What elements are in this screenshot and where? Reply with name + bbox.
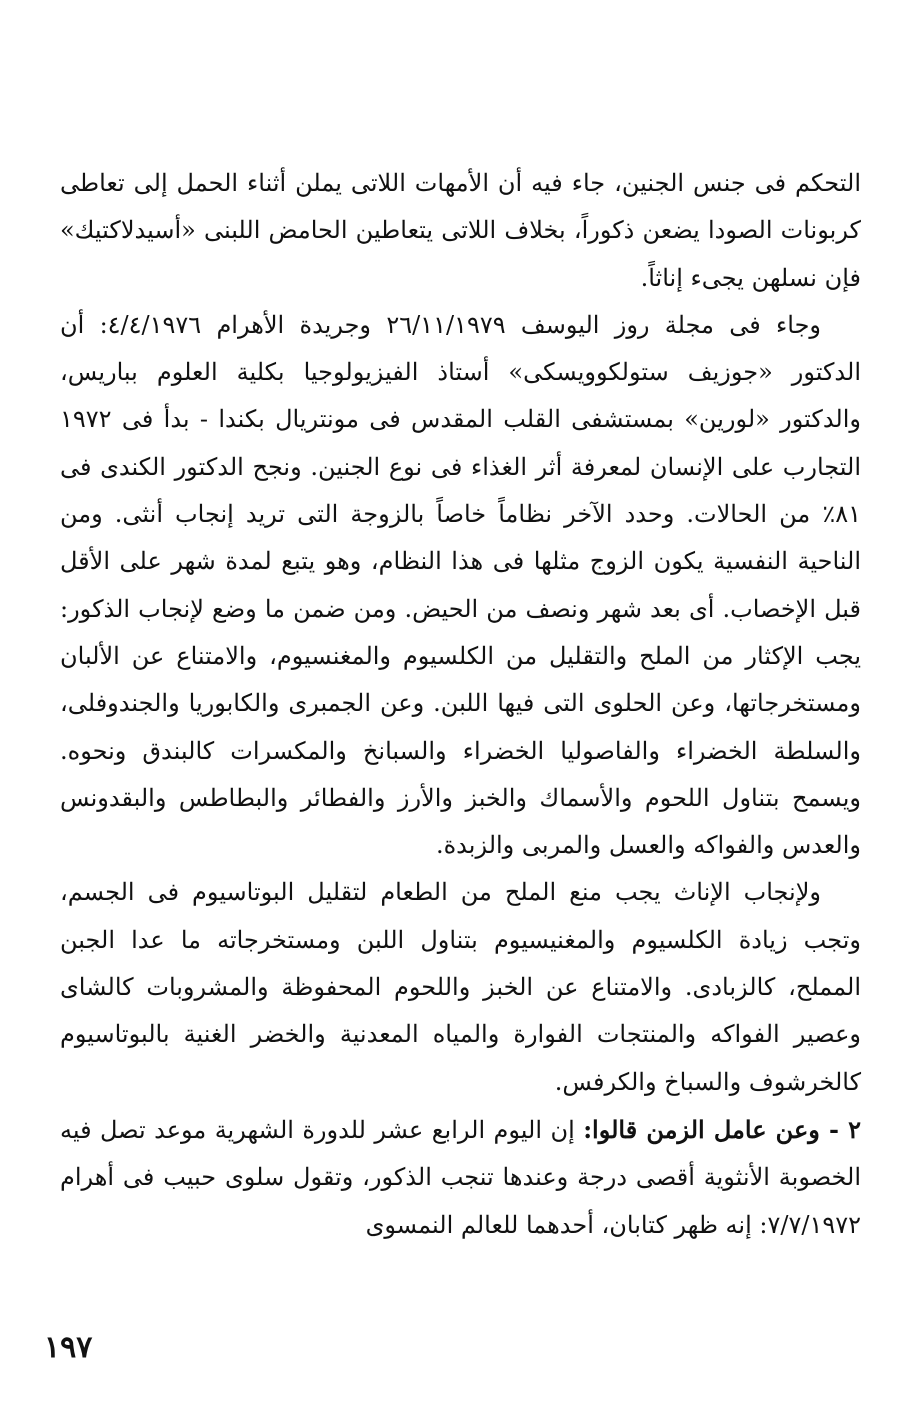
section-lead: ٢ - وعن عامل الزمن قالوا: bbox=[583, 1114, 862, 1144]
paragraph-4-body: إن اليوم الرابع عشر للدورة الشهرية موعد تصل فيه الخصوبة الأنثوية أقصى درجة وعندها تنجب الذكور، وتقول سلوى حبيب فى أهرام ٧/٧/١٩٧٢: إنه ظهر كتابان، أحدهما للعالم النمسوى bbox=[60, 1115, 861, 1239]
paragraph-2: وجاء فى مجلة روز اليوسف ٢٦/١١/١٩٧٩ وجريدة الأهرام ٤/٤/١٩٧٦: أن الدكتور «جوزيف ستولكوويسكى» أستاذ الفيزيولوجيا بكلية العلوم بباريس، والدكتور «لورين» بمستشفى القلب المقدس فى مونتريال بكندا - بدأ فى ١٩٧٢ التجارب على الإنسان لمعرفة أثر الغذاء فى نوع الجنين. ونجح الدكتور الكندى فى ٨١٪ من الحالات. وحدد الآخر نظاماً خاصاً بالزوجة التى تريد إنجاب أنثى. ومن الناحية النفسية يكون الزوج مثلها فى هذا النظام، وهو يتبع لمدة شهر على الأقل قبل الإخصاب. أى بعد شهر ونصف من الحيض. ومن ضمن ما وضع لإنجاب الذكور: يجب الإكثار من الملح والتقليل من الكلسيوم والمغنسيوم، والامتناع عن الألبان ومستخرجاتها، وعن الحلوى التى فيها اللبن. وعن الجمبرى والكابوريا والجندوفلى، والسلطة الخضراء والفاصوليا الخضراء والسبانخ والمكسرات كالبندق ونحوه. ويسمح بتناول اللحوم والأسماك والخبز والأرز والفطائر والبطاطس والبقدونس والعدس والفواكه والعسل والمربى والزبدة. bbox=[60, 310, 861, 860]
paragraph-3: ولإنجاب الإناث يجب منع الملح من الطعام لتقليل البوتاسيوم فى الجسم، وتجب زيادة الكلسيوم والمغنيسيوم بتناول اللبن ومستخرجاته ما عدا الجبن المملح، كالزبادى. والامتناع عن الخبز واللحوم المحفوظة والمشروبات كالشاى وعصير الفواكه والمنتجات الفوارة والمياه المعدنية والخضر الغنية بالبوتاسيوم كالخرشوف والسباخ والكرفس. bbox=[60, 878, 861, 1096]
page-number: ١٩٧ bbox=[44, 1330, 93, 1365]
paragraph-4 bbox=[60, 1106, 861, 1249]
paragraph-1: التحكم فى جنس الجنين، جاء فيه أن الأمهات اللاتى يملن أثناء الحمل إلى تعاطى كربونات الصودا يضعن ذكوراً، بخلاف اللاتى يتعاطين الحامض اللبنى «أسيدلاكتيك» فإن نسلهن يجىء إناثاً. bbox=[60, 169, 861, 292]
body-text bbox=[60, 160, 861, 1249]
